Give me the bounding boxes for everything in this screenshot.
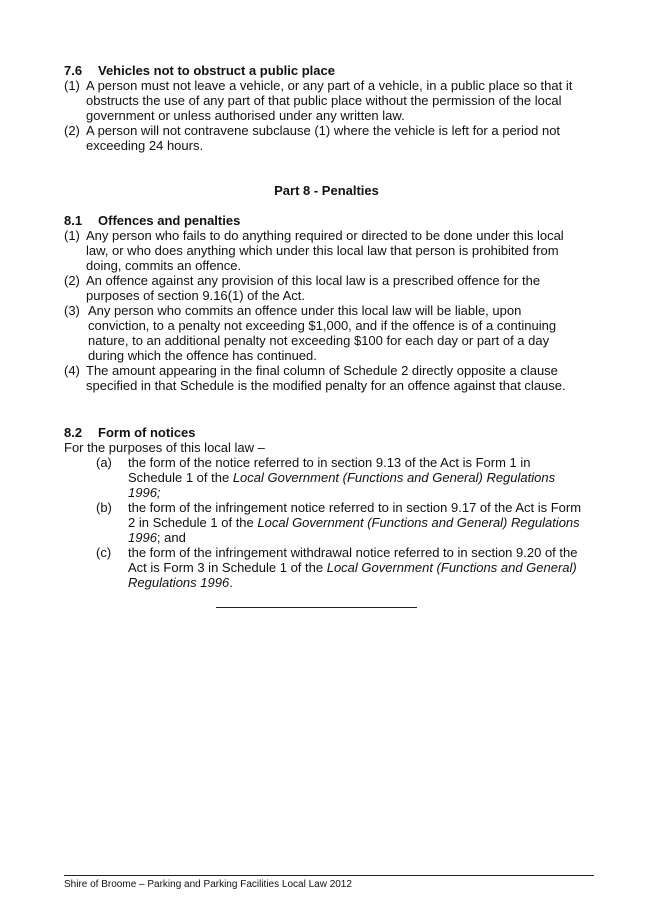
clause-text: the form of the infringement notice referred to in section 9.17 of the Act is Form 2 in Schedule 1 of the — [128, 500, 582, 530]
section-title: Offences and penalties — [98, 213, 241, 228]
section-heading — [64, 63, 584, 78]
clause-text: A person must not leave a vehicle, or any part of a vehicle, in a public place so that it obstructs the use of any part of that public place without the permission of the local government or unless authorised under any written law. — [86, 78, 573, 123]
clause-mark: (2) — [64, 123, 80, 138]
clause-text: A person will not contravene subclause (1) where the vehicle is left for a period not exceeding 24 hours. — [86, 123, 561, 153]
clause — [64, 123, 584, 153]
clause-mark: (4) — [64, 363, 80, 378]
clause-tail: . — [229, 575, 233, 590]
section-title: Form of notices — [98, 425, 196, 440]
section-8-1 — [64, 213, 584, 393]
page-footer: Shire of Broome – Parking and Parking Facilities Local Law 2012 — [64, 879, 352, 890]
clause — [64, 228, 584, 273]
clause-text: the form of the infringement withdrawal notice referred to in section 9.20 of the Act is Form 3 in Schedule 1 of the — [128, 545, 578, 575]
section-8-2 — [64, 425, 584, 590]
clause-mark: (b) — [96, 500, 112, 515]
clause-tail: ; and — [156, 530, 186, 545]
regulation-title: Local Government (Functions and General) Regulations 1996 — [128, 560, 577, 590]
clause-text: the form of the notice referred to in section 9.13 of the Act is Form 1 in Schedule 1 of the — [128, 455, 531, 485]
clause — [64, 303, 584, 363]
notice-item — [64, 500, 584, 545]
part-title: Part 8 - Penalties — [274, 183, 379, 198]
section-intro: For the purposes of this local law – — [64, 440, 265, 455]
footer-divider — [64, 875, 594, 876]
section-number: 8.1 — [64, 213, 83, 228]
regulation-title: Local Government (Functions and General) Regulations 1996 — [128, 470, 556, 500]
section-7-6 — [64, 63, 584, 153]
section-number: 7.6 — [64, 63, 83, 78]
clause-text: Any person who commits an offence under this local law will be liable, upon conviction, to a penalty not exceeding $1,000, and if the offence is of a continuing nature, to an additional penalty not exceeding $100 for each day or part of a day during which the offence has continued. — [88, 303, 557, 363]
clause-tail: ; — [156, 485, 161, 500]
clause-mark: (a) — [96, 455, 112, 470]
section-number: 8.2 — [64, 425, 83, 440]
clause — [64, 78, 584, 123]
clause-text: An offence against any provision of this local law is a prescribed offence for the purposes of section 9.16(1) of the Act. — [86, 273, 541, 303]
clause-mark: (2) — [64, 273, 80, 288]
regulation-title: Local Government (Functions and General) Regulations 1996 — [128, 515, 580, 545]
notice-item — [64, 545, 584, 590]
clause-text: The amount appearing in the final column of Schedule 2 directly opposite a clause specified in that Schedule is the modified penalty for an offence against that clause. — [86, 363, 566, 393]
section-heading — [64, 213, 584, 228]
section-heading — [64, 425, 584, 440]
clause-mark: (3) — [64, 303, 80, 318]
notice-item — [64, 455, 584, 500]
clause — [64, 273, 584, 303]
section-divider — [216, 607, 417, 608]
clause-text: Any person who fails to do anything required or directed to be done under this local law, or who does anything which under this local law that person is prohibited from doing, commits an offence. — [86, 228, 564, 273]
clause — [64, 363, 584, 393]
section-title: Vehicles not to obstruct a public place — [98, 63, 335, 78]
clause-mark: (1) — [64, 228, 80, 243]
clause-mark: (1) — [64, 78, 80, 93]
clause-mark: (c) — [96, 545, 112, 560]
